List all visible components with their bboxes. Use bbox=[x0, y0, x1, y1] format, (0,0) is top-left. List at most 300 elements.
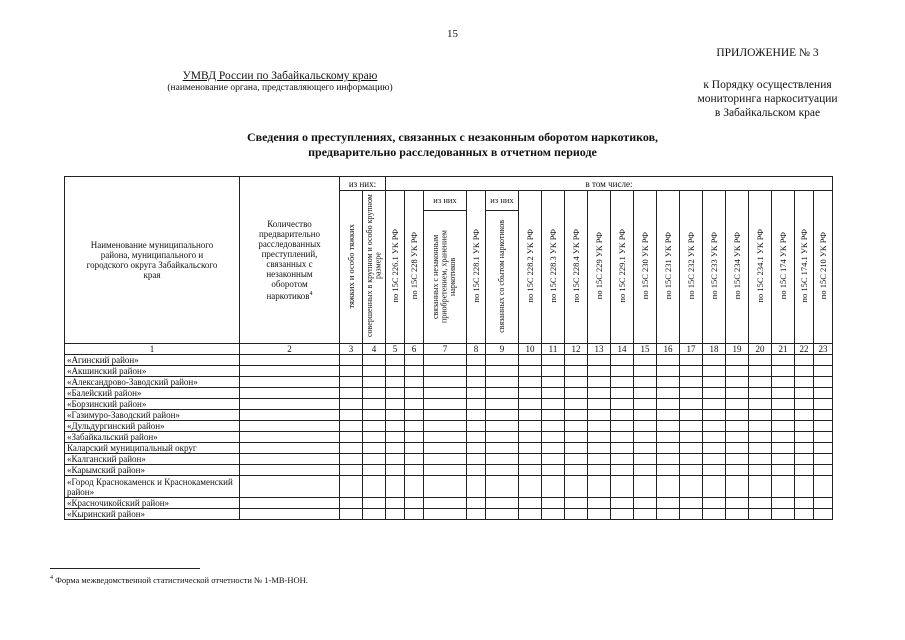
data-cell[interactable] bbox=[340, 377, 363, 388]
data-cell[interactable] bbox=[634, 377, 657, 388]
data-cell[interactable] bbox=[405, 355, 424, 366]
data-cell[interactable] bbox=[657, 498, 680, 509]
data-cell[interactable] bbox=[486, 498, 519, 509]
data-cell[interactable] bbox=[424, 454, 467, 465]
data-cell[interactable] bbox=[680, 388, 703, 399]
data-cell[interactable] bbox=[749, 388, 772, 399]
data-cell[interactable] bbox=[565, 509, 588, 520]
data-cell[interactable] bbox=[726, 366, 749, 377]
data-cell[interactable] bbox=[542, 498, 565, 509]
data-cell[interactable] bbox=[772, 454, 795, 465]
data-cell[interactable] bbox=[386, 498, 405, 509]
data-cell[interactable] bbox=[657, 410, 680, 421]
data-cell[interactable] bbox=[467, 443, 486, 454]
data-cell[interactable] bbox=[726, 399, 749, 410]
data-cell[interactable] bbox=[340, 410, 363, 421]
data-cell[interactable] bbox=[467, 377, 486, 388]
data-cell[interactable] bbox=[565, 432, 588, 443]
data-cell[interactable] bbox=[680, 421, 703, 432]
data-cell[interactable] bbox=[588, 399, 611, 410]
data-cell[interactable] bbox=[240, 421, 340, 432]
data-cell[interactable] bbox=[363, 421, 386, 432]
data-cell[interactable] bbox=[386, 443, 405, 454]
data-cell[interactable] bbox=[363, 388, 386, 399]
data-cell[interactable] bbox=[467, 509, 486, 520]
data-cell[interactable] bbox=[542, 465, 565, 476]
data-cell[interactable] bbox=[749, 421, 772, 432]
data-cell[interactable] bbox=[772, 421, 795, 432]
data-cell[interactable] bbox=[795, 476, 814, 498]
data-cell[interactable] bbox=[749, 355, 772, 366]
data-cell[interactable] bbox=[680, 377, 703, 388]
data-cell[interactable] bbox=[363, 465, 386, 476]
data-cell[interactable] bbox=[749, 410, 772, 421]
data-cell[interactable] bbox=[611, 410, 634, 421]
data-cell[interactable] bbox=[680, 355, 703, 366]
data-cell[interactable] bbox=[726, 498, 749, 509]
data-cell[interactable] bbox=[611, 443, 634, 454]
data-cell[interactable] bbox=[634, 410, 657, 421]
data-cell[interactable] bbox=[405, 476, 424, 498]
data-cell[interactable] bbox=[657, 454, 680, 465]
data-cell[interactable] bbox=[657, 465, 680, 476]
data-cell[interactable] bbox=[814, 366, 833, 377]
data-cell[interactable] bbox=[467, 410, 486, 421]
data-cell[interactable] bbox=[772, 443, 795, 454]
data-cell[interactable] bbox=[424, 399, 467, 410]
data-cell[interactable] bbox=[565, 377, 588, 388]
data-cell[interactable] bbox=[486, 443, 519, 454]
data-cell[interactable] bbox=[240, 443, 340, 454]
data-cell[interactable] bbox=[680, 399, 703, 410]
data-cell[interactable] bbox=[657, 388, 680, 399]
data-cell[interactable] bbox=[386, 377, 405, 388]
data-cell[interactable] bbox=[340, 443, 363, 454]
data-cell[interactable] bbox=[795, 410, 814, 421]
data-cell[interactable] bbox=[519, 377, 542, 388]
data-cell[interactable] bbox=[611, 388, 634, 399]
data-cell[interactable] bbox=[749, 377, 772, 388]
data-cell[interactable] bbox=[611, 366, 634, 377]
data-cell[interactable] bbox=[565, 355, 588, 366]
data-cell[interactable] bbox=[611, 476, 634, 498]
data-cell[interactable] bbox=[519, 465, 542, 476]
data-cell[interactable] bbox=[363, 410, 386, 421]
data-cell[interactable] bbox=[424, 421, 467, 432]
data-cell[interactable] bbox=[565, 498, 588, 509]
data-cell[interactable] bbox=[340, 465, 363, 476]
data-cell[interactable] bbox=[814, 388, 833, 399]
data-cell[interactable] bbox=[405, 465, 424, 476]
data-cell[interactable] bbox=[657, 399, 680, 410]
data-cell[interactable] bbox=[726, 410, 749, 421]
data-cell[interactable] bbox=[486, 509, 519, 520]
data-cell[interactable] bbox=[486, 399, 519, 410]
data-cell[interactable] bbox=[240, 432, 340, 443]
data-cell[interactable] bbox=[486, 465, 519, 476]
data-cell[interactable] bbox=[657, 355, 680, 366]
data-cell[interactable] bbox=[405, 399, 424, 410]
data-cell[interactable] bbox=[726, 377, 749, 388]
data-cell[interactable] bbox=[772, 388, 795, 399]
data-cell[interactable] bbox=[703, 498, 726, 509]
data-cell[interactable] bbox=[519, 509, 542, 520]
data-cell[interactable] bbox=[680, 465, 703, 476]
data-cell[interactable] bbox=[424, 498, 467, 509]
data-cell[interactable] bbox=[657, 476, 680, 498]
data-cell[interactable] bbox=[657, 366, 680, 377]
data-cell[interactable] bbox=[240, 388, 340, 399]
data-cell[interactable] bbox=[240, 355, 340, 366]
data-cell[interactable] bbox=[363, 355, 386, 366]
data-cell[interactable] bbox=[726, 432, 749, 443]
data-cell[interactable] bbox=[772, 432, 795, 443]
data-cell[interactable] bbox=[363, 399, 386, 410]
data-cell[interactable] bbox=[542, 443, 565, 454]
data-cell[interactable] bbox=[565, 454, 588, 465]
data-cell[interactable] bbox=[467, 421, 486, 432]
data-cell[interactable] bbox=[405, 377, 424, 388]
data-cell[interactable] bbox=[588, 388, 611, 399]
data-cell[interactable] bbox=[726, 421, 749, 432]
data-cell[interactable] bbox=[486, 388, 519, 399]
data-cell[interactable] bbox=[486, 410, 519, 421]
data-cell[interactable] bbox=[588, 366, 611, 377]
data-cell[interactable] bbox=[424, 377, 467, 388]
data-cell[interactable] bbox=[772, 410, 795, 421]
data-cell[interactable] bbox=[340, 421, 363, 432]
data-cell[interactable] bbox=[814, 454, 833, 465]
data-cell[interactable] bbox=[542, 432, 565, 443]
data-cell[interactable] bbox=[611, 377, 634, 388]
data-cell[interactable] bbox=[795, 355, 814, 366]
data-cell[interactable] bbox=[467, 388, 486, 399]
data-cell[interactable] bbox=[703, 443, 726, 454]
data-cell[interactable] bbox=[363, 509, 386, 520]
data-cell[interactable] bbox=[542, 454, 565, 465]
data-cell[interactable] bbox=[542, 410, 565, 421]
data-cell[interactable] bbox=[405, 388, 424, 399]
data-cell[interactable] bbox=[749, 366, 772, 377]
data-cell[interactable] bbox=[814, 498, 833, 509]
data-cell[interactable] bbox=[703, 355, 726, 366]
data-cell[interactable] bbox=[240, 410, 340, 421]
data-cell[interactable] bbox=[749, 399, 772, 410]
data-cell[interactable] bbox=[565, 476, 588, 498]
data-cell[interactable] bbox=[386, 476, 405, 498]
data-cell[interactable] bbox=[588, 355, 611, 366]
data-cell[interactable] bbox=[542, 476, 565, 498]
data-cell[interactable] bbox=[657, 377, 680, 388]
data-cell[interactable] bbox=[588, 421, 611, 432]
data-cell[interactable] bbox=[795, 377, 814, 388]
data-cell[interactable] bbox=[405, 509, 424, 520]
data-cell[interactable] bbox=[634, 476, 657, 498]
data-cell[interactable] bbox=[772, 399, 795, 410]
data-cell[interactable] bbox=[467, 454, 486, 465]
data-cell[interactable] bbox=[542, 421, 565, 432]
data-cell[interactable] bbox=[749, 509, 772, 520]
data-cell[interactable] bbox=[726, 388, 749, 399]
data-cell[interactable] bbox=[467, 498, 486, 509]
data-cell[interactable] bbox=[611, 465, 634, 476]
data-cell[interactable] bbox=[240, 377, 340, 388]
data-cell[interactable] bbox=[424, 509, 467, 520]
data-cell[interactable] bbox=[814, 377, 833, 388]
data-cell[interactable] bbox=[565, 410, 588, 421]
data-cell[interactable] bbox=[340, 399, 363, 410]
data-cell[interactable] bbox=[240, 366, 340, 377]
data-cell[interactable] bbox=[749, 476, 772, 498]
data-cell[interactable] bbox=[240, 476, 340, 498]
data-cell[interactable] bbox=[657, 509, 680, 520]
data-cell[interactable] bbox=[519, 410, 542, 421]
data-cell[interactable] bbox=[486, 366, 519, 377]
data-cell[interactable] bbox=[726, 355, 749, 366]
data-cell[interactable] bbox=[588, 443, 611, 454]
data-cell[interactable] bbox=[240, 498, 340, 509]
data-cell[interactable] bbox=[542, 377, 565, 388]
data-cell[interactable] bbox=[486, 421, 519, 432]
data-cell[interactable] bbox=[424, 432, 467, 443]
data-cell[interactable] bbox=[486, 377, 519, 388]
data-cell[interactable] bbox=[726, 465, 749, 476]
data-cell[interactable] bbox=[657, 421, 680, 432]
data-cell[interactable] bbox=[424, 443, 467, 454]
data-cell[interactable] bbox=[588, 509, 611, 520]
data-cell[interactable] bbox=[814, 355, 833, 366]
data-cell[interactable] bbox=[795, 399, 814, 410]
data-cell[interactable] bbox=[486, 476, 519, 498]
data-cell[interactable] bbox=[542, 399, 565, 410]
data-cell[interactable] bbox=[405, 421, 424, 432]
data-cell[interactable] bbox=[703, 454, 726, 465]
data-cell[interactable] bbox=[340, 476, 363, 498]
data-cell[interactable] bbox=[467, 432, 486, 443]
data-cell[interactable] bbox=[588, 498, 611, 509]
data-cell[interactable] bbox=[680, 454, 703, 465]
data-cell[interactable] bbox=[680, 410, 703, 421]
data-cell[interactable] bbox=[588, 454, 611, 465]
data-cell[interactable] bbox=[542, 509, 565, 520]
data-cell[interactable] bbox=[386, 454, 405, 465]
data-cell[interactable] bbox=[519, 421, 542, 432]
data-cell[interactable] bbox=[363, 377, 386, 388]
data-cell[interactable] bbox=[386, 410, 405, 421]
data-cell[interactable] bbox=[703, 377, 726, 388]
data-cell[interactable] bbox=[340, 498, 363, 509]
data-cell[interactable] bbox=[795, 443, 814, 454]
data-cell[interactable] bbox=[772, 377, 795, 388]
data-cell[interactable] bbox=[565, 388, 588, 399]
data-cell[interactable] bbox=[634, 421, 657, 432]
data-cell[interactable] bbox=[795, 498, 814, 509]
data-cell[interactable] bbox=[588, 410, 611, 421]
data-cell[interactable] bbox=[467, 465, 486, 476]
data-cell[interactable] bbox=[405, 498, 424, 509]
data-cell[interactable] bbox=[795, 432, 814, 443]
data-cell[interactable] bbox=[486, 355, 519, 366]
data-cell[interactable] bbox=[519, 443, 542, 454]
data-cell[interactable] bbox=[542, 355, 565, 366]
data-cell[interactable] bbox=[542, 366, 565, 377]
data-cell[interactable] bbox=[611, 355, 634, 366]
data-cell[interactable] bbox=[565, 399, 588, 410]
data-cell[interactable] bbox=[634, 454, 657, 465]
data-cell[interactable] bbox=[814, 476, 833, 498]
data-cell[interactable] bbox=[814, 443, 833, 454]
data-cell[interactable] bbox=[795, 454, 814, 465]
data-cell[interactable] bbox=[795, 388, 814, 399]
data-cell[interactable] bbox=[634, 366, 657, 377]
data-cell[interactable] bbox=[486, 432, 519, 443]
data-cell[interactable] bbox=[467, 355, 486, 366]
data-cell[interactable] bbox=[749, 443, 772, 454]
data-cell[interactable] bbox=[634, 388, 657, 399]
data-cell[interactable] bbox=[749, 465, 772, 476]
data-cell[interactable] bbox=[565, 443, 588, 454]
data-cell[interactable] bbox=[680, 476, 703, 498]
data-cell[interactable] bbox=[634, 432, 657, 443]
data-cell[interactable] bbox=[363, 432, 386, 443]
data-cell[interactable] bbox=[588, 465, 611, 476]
data-cell[interactable] bbox=[703, 476, 726, 498]
data-cell[interactable] bbox=[386, 509, 405, 520]
data-cell[interactable] bbox=[519, 454, 542, 465]
data-cell[interactable] bbox=[814, 410, 833, 421]
data-cell[interactable] bbox=[519, 498, 542, 509]
data-cell[interactable] bbox=[680, 498, 703, 509]
data-cell[interactable] bbox=[749, 454, 772, 465]
data-cell[interactable] bbox=[340, 432, 363, 443]
data-cell[interactable] bbox=[340, 366, 363, 377]
data-cell[interactable] bbox=[703, 366, 726, 377]
data-cell[interactable] bbox=[611, 399, 634, 410]
data-cell[interactable] bbox=[405, 410, 424, 421]
data-cell[interactable] bbox=[772, 509, 795, 520]
data-cell[interactable] bbox=[467, 476, 486, 498]
data-cell[interactable] bbox=[611, 421, 634, 432]
data-cell[interactable] bbox=[363, 498, 386, 509]
data-cell[interactable] bbox=[588, 377, 611, 388]
data-cell[interactable] bbox=[657, 432, 680, 443]
data-cell[interactable] bbox=[703, 388, 726, 399]
data-cell[interactable] bbox=[363, 476, 386, 498]
data-cell[interactable] bbox=[814, 465, 833, 476]
data-cell[interactable] bbox=[424, 476, 467, 498]
data-cell[interactable] bbox=[424, 465, 467, 476]
data-cell[interactable] bbox=[634, 509, 657, 520]
data-cell[interactable] bbox=[386, 388, 405, 399]
data-cell[interactable] bbox=[565, 421, 588, 432]
data-cell[interactable] bbox=[519, 355, 542, 366]
data-cell[interactable] bbox=[680, 432, 703, 443]
data-cell[interactable] bbox=[703, 410, 726, 421]
data-cell[interactable] bbox=[565, 366, 588, 377]
data-cell[interactable] bbox=[726, 509, 749, 520]
data-cell[interactable] bbox=[424, 366, 467, 377]
data-cell[interactable] bbox=[726, 476, 749, 498]
data-cell[interactable] bbox=[386, 355, 405, 366]
data-cell[interactable] bbox=[405, 443, 424, 454]
data-cell[interactable] bbox=[634, 399, 657, 410]
data-cell[interactable] bbox=[340, 388, 363, 399]
data-cell[interactable] bbox=[405, 432, 424, 443]
data-cell[interactable] bbox=[386, 432, 405, 443]
data-cell[interactable] bbox=[680, 509, 703, 520]
data-cell[interactable] bbox=[634, 443, 657, 454]
data-cell[interactable] bbox=[565, 465, 588, 476]
data-cell[interactable] bbox=[634, 465, 657, 476]
data-cell[interactable] bbox=[519, 366, 542, 377]
data-cell[interactable] bbox=[703, 399, 726, 410]
data-cell[interactable] bbox=[519, 476, 542, 498]
data-cell[interactable] bbox=[795, 421, 814, 432]
data-cell[interactable] bbox=[386, 465, 405, 476]
data-cell[interactable] bbox=[519, 399, 542, 410]
data-cell[interactable] bbox=[634, 355, 657, 366]
data-cell[interactable] bbox=[363, 454, 386, 465]
data-cell[interactable] bbox=[467, 366, 486, 377]
data-cell[interactable] bbox=[240, 399, 340, 410]
data-cell[interactable] bbox=[340, 509, 363, 520]
data-cell[interactable] bbox=[424, 388, 467, 399]
data-cell[interactable] bbox=[386, 366, 405, 377]
data-cell[interactable] bbox=[340, 454, 363, 465]
data-cell[interactable] bbox=[749, 498, 772, 509]
data-cell[interactable] bbox=[386, 399, 405, 410]
data-cell[interactable] bbox=[703, 509, 726, 520]
data-cell[interactable] bbox=[814, 421, 833, 432]
data-cell[interactable] bbox=[795, 366, 814, 377]
data-cell[interactable] bbox=[611, 498, 634, 509]
data-cell[interactable] bbox=[772, 498, 795, 509]
data-cell[interactable] bbox=[405, 454, 424, 465]
data-cell[interactable] bbox=[363, 366, 386, 377]
data-cell[interactable] bbox=[542, 388, 565, 399]
data-cell[interactable] bbox=[588, 432, 611, 443]
data-cell[interactable] bbox=[814, 399, 833, 410]
data-cell[interactable] bbox=[634, 498, 657, 509]
data-cell[interactable] bbox=[240, 465, 340, 476]
data-cell[interactable] bbox=[772, 355, 795, 366]
data-cell[interactable] bbox=[240, 454, 340, 465]
data-cell[interactable] bbox=[772, 476, 795, 498]
data-cell[interactable] bbox=[486, 454, 519, 465]
data-cell[interactable] bbox=[467, 399, 486, 410]
data-cell[interactable] bbox=[611, 432, 634, 443]
data-cell[interactable] bbox=[703, 421, 726, 432]
data-cell[interactable] bbox=[680, 366, 703, 377]
data-cell[interactable] bbox=[519, 432, 542, 443]
data-cell[interactable] bbox=[519, 388, 542, 399]
data-cell[interactable] bbox=[795, 509, 814, 520]
data-cell[interactable] bbox=[386, 421, 405, 432]
data-cell[interactable] bbox=[680, 443, 703, 454]
data-cell[interactable] bbox=[240, 509, 340, 520]
data-cell[interactable] bbox=[611, 509, 634, 520]
data-cell[interactable] bbox=[772, 366, 795, 377]
data-cell[interactable] bbox=[703, 465, 726, 476]
data-cell[interactable] bbox=[772, 465, 795, 476]
data-cell[interactable] bbox=[726, 443, 749, 454]
data-cell[interactable] bbox=[405, 366, 424, 377]
data-cell[interactable] bbox=[795, 465, 814, 476]
data-cell[interactable] bbox=[611, 454, 634, 465]
data-cell[interactable] bbox=[588, 476, 611, 498]
data-cell[interactable] bbox=[814, 432, 833, 443]
data-cell[interactable] bbox=[424, 355, 467, 366]
